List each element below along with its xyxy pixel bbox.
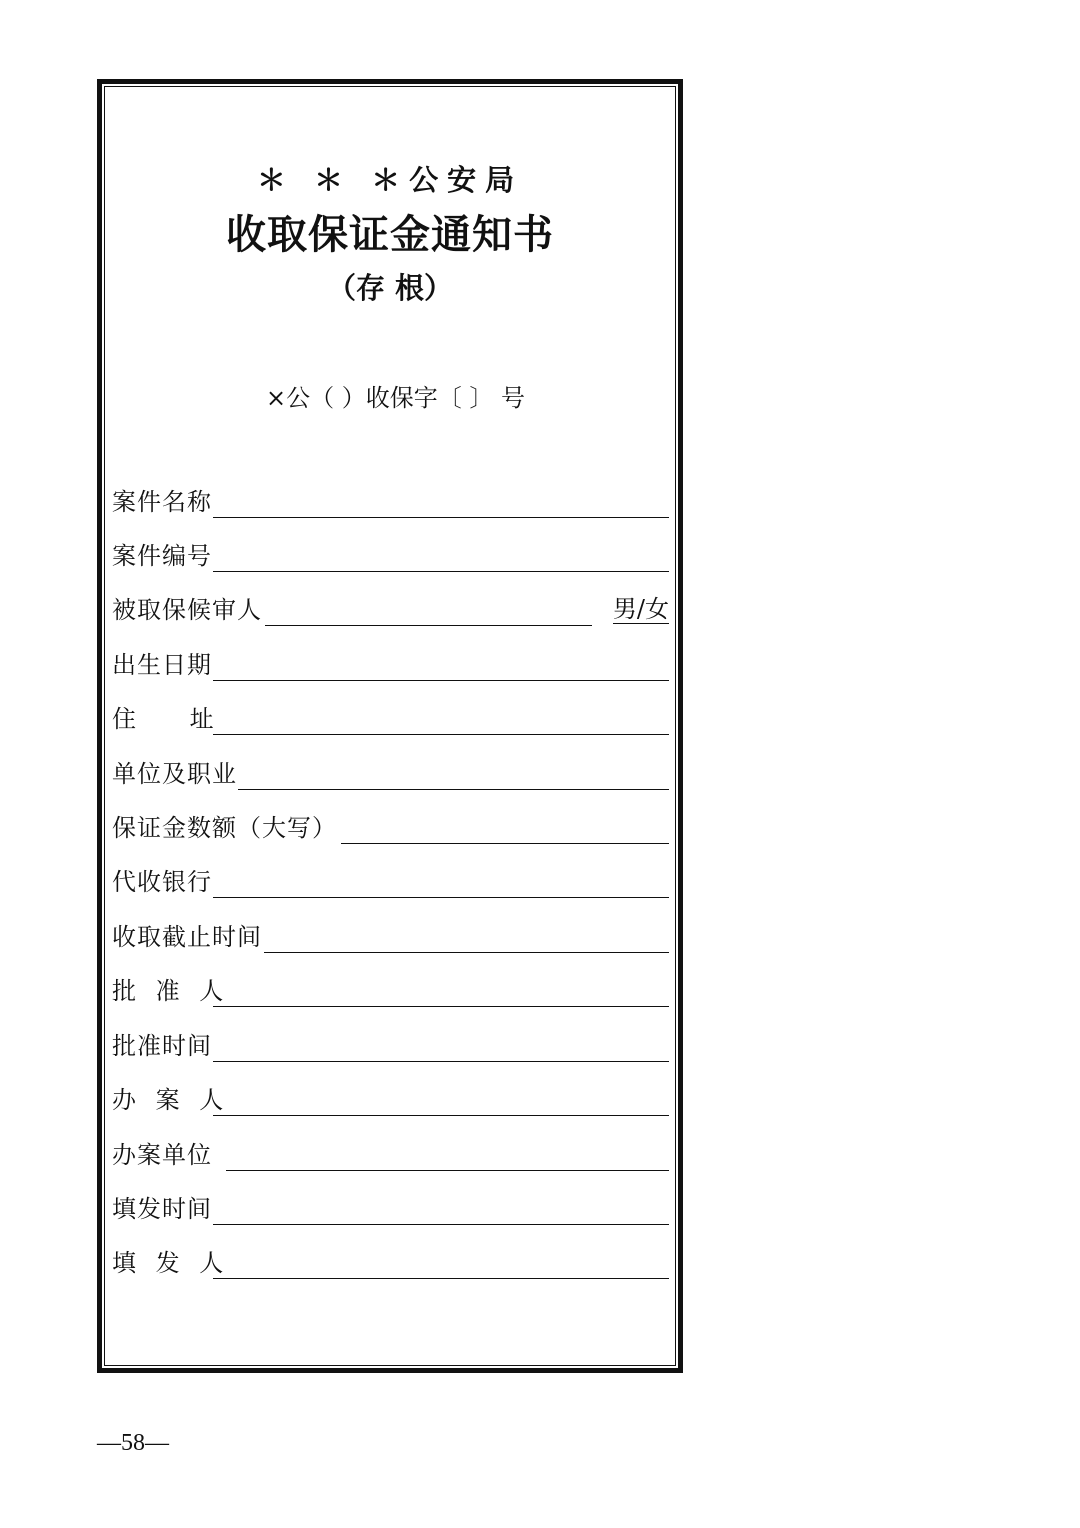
document-number: ×公（ ）收保字〔 〕 号 [266,384,525,412]
field-blank[interactable] [265,625,592,626]
field-blank[interactable] [213,1061,669,1062]
field-handler [112,1082,669,1116]
field-blank[interactable] [213,897,669,898]
field-collecting-bank [112,864,669,898]
field-label: 案件编号 [112,542,212,570]
field-label: 案件名称 [112,488,212,516]
field-issue-time [112,1191,669,1225]
field-deposit-amount [112,810,669,844]
field-case-name [112,484,669,518]
field-case-number [112,538,669,572]
field-blank[interactable] [213,734,669,735]
field-blank[interactable] [213,1278,669,1279]
document-subtitle: （存 根） [326,271,454,305]
field-blank[interactable] [264,952,669,953]
field-blank[interactable] [226,1170,669,1171]
field-label: 住 址 [112,705,215,733]
field-blank[interactable] [238,789,669,790]
field-blank[interactable] [341,843,669,844]
field-label: 出生日期 [112,651,212,679]
field-blank[interactable] [213,1006,669,1007]
field-blank[interactable] [213,680,669,681]
field-label: 办 案 人 [112,1086,225,1114]
field-label: 代收银行 [112,868,212,896]
field-suspect [112,592,669,626]
field-label: 收取截止时间 [112,923,262,951]
page-number: —58— [97,1430,169,1456]
field-label: 批 准 人 [112,977,225,1005]
field-handling-unit [112,1137,669,1171]
field-blank[interactable] [213,1115,669,1116]
field-blank[interactable] [213,1224,669,1225]
field-label: 单位及职业 [112,760,237,788]
field-blank[interactable] [213,571,669,572]
field-label: 保证金数额（大写） [112,814,337,842]
field-approval-time [112,1028,669,1062]
field-blank[interactable] [213,517,669,518]
gender-option[interactable]: 男/女 [612,595,669,623]
document-title: 收取保证金通知书 [226,211,554,258]
field-employer-occupation [112,756,669,790]
field-approver [112,973,669,1007]
agency-name: ＊ ＊ ＊公安局 [256,163,524,197]
field-label: 被取保候审人 [112,596,262,624]
field-label: 办案单位 [112,1141,212,1169]
field-label: 批准时间 [112,1032,212,1060]
field-deadline [112,919,669,953]
field-address [112,701,669,735]
field-birth-date [112,647,669,681]
field-label: 填 发 人 [112,1249,225,1277]
field-label: 填发时间 [112,1195,212,1223]
field-issuer [112,1245,669,1279]
